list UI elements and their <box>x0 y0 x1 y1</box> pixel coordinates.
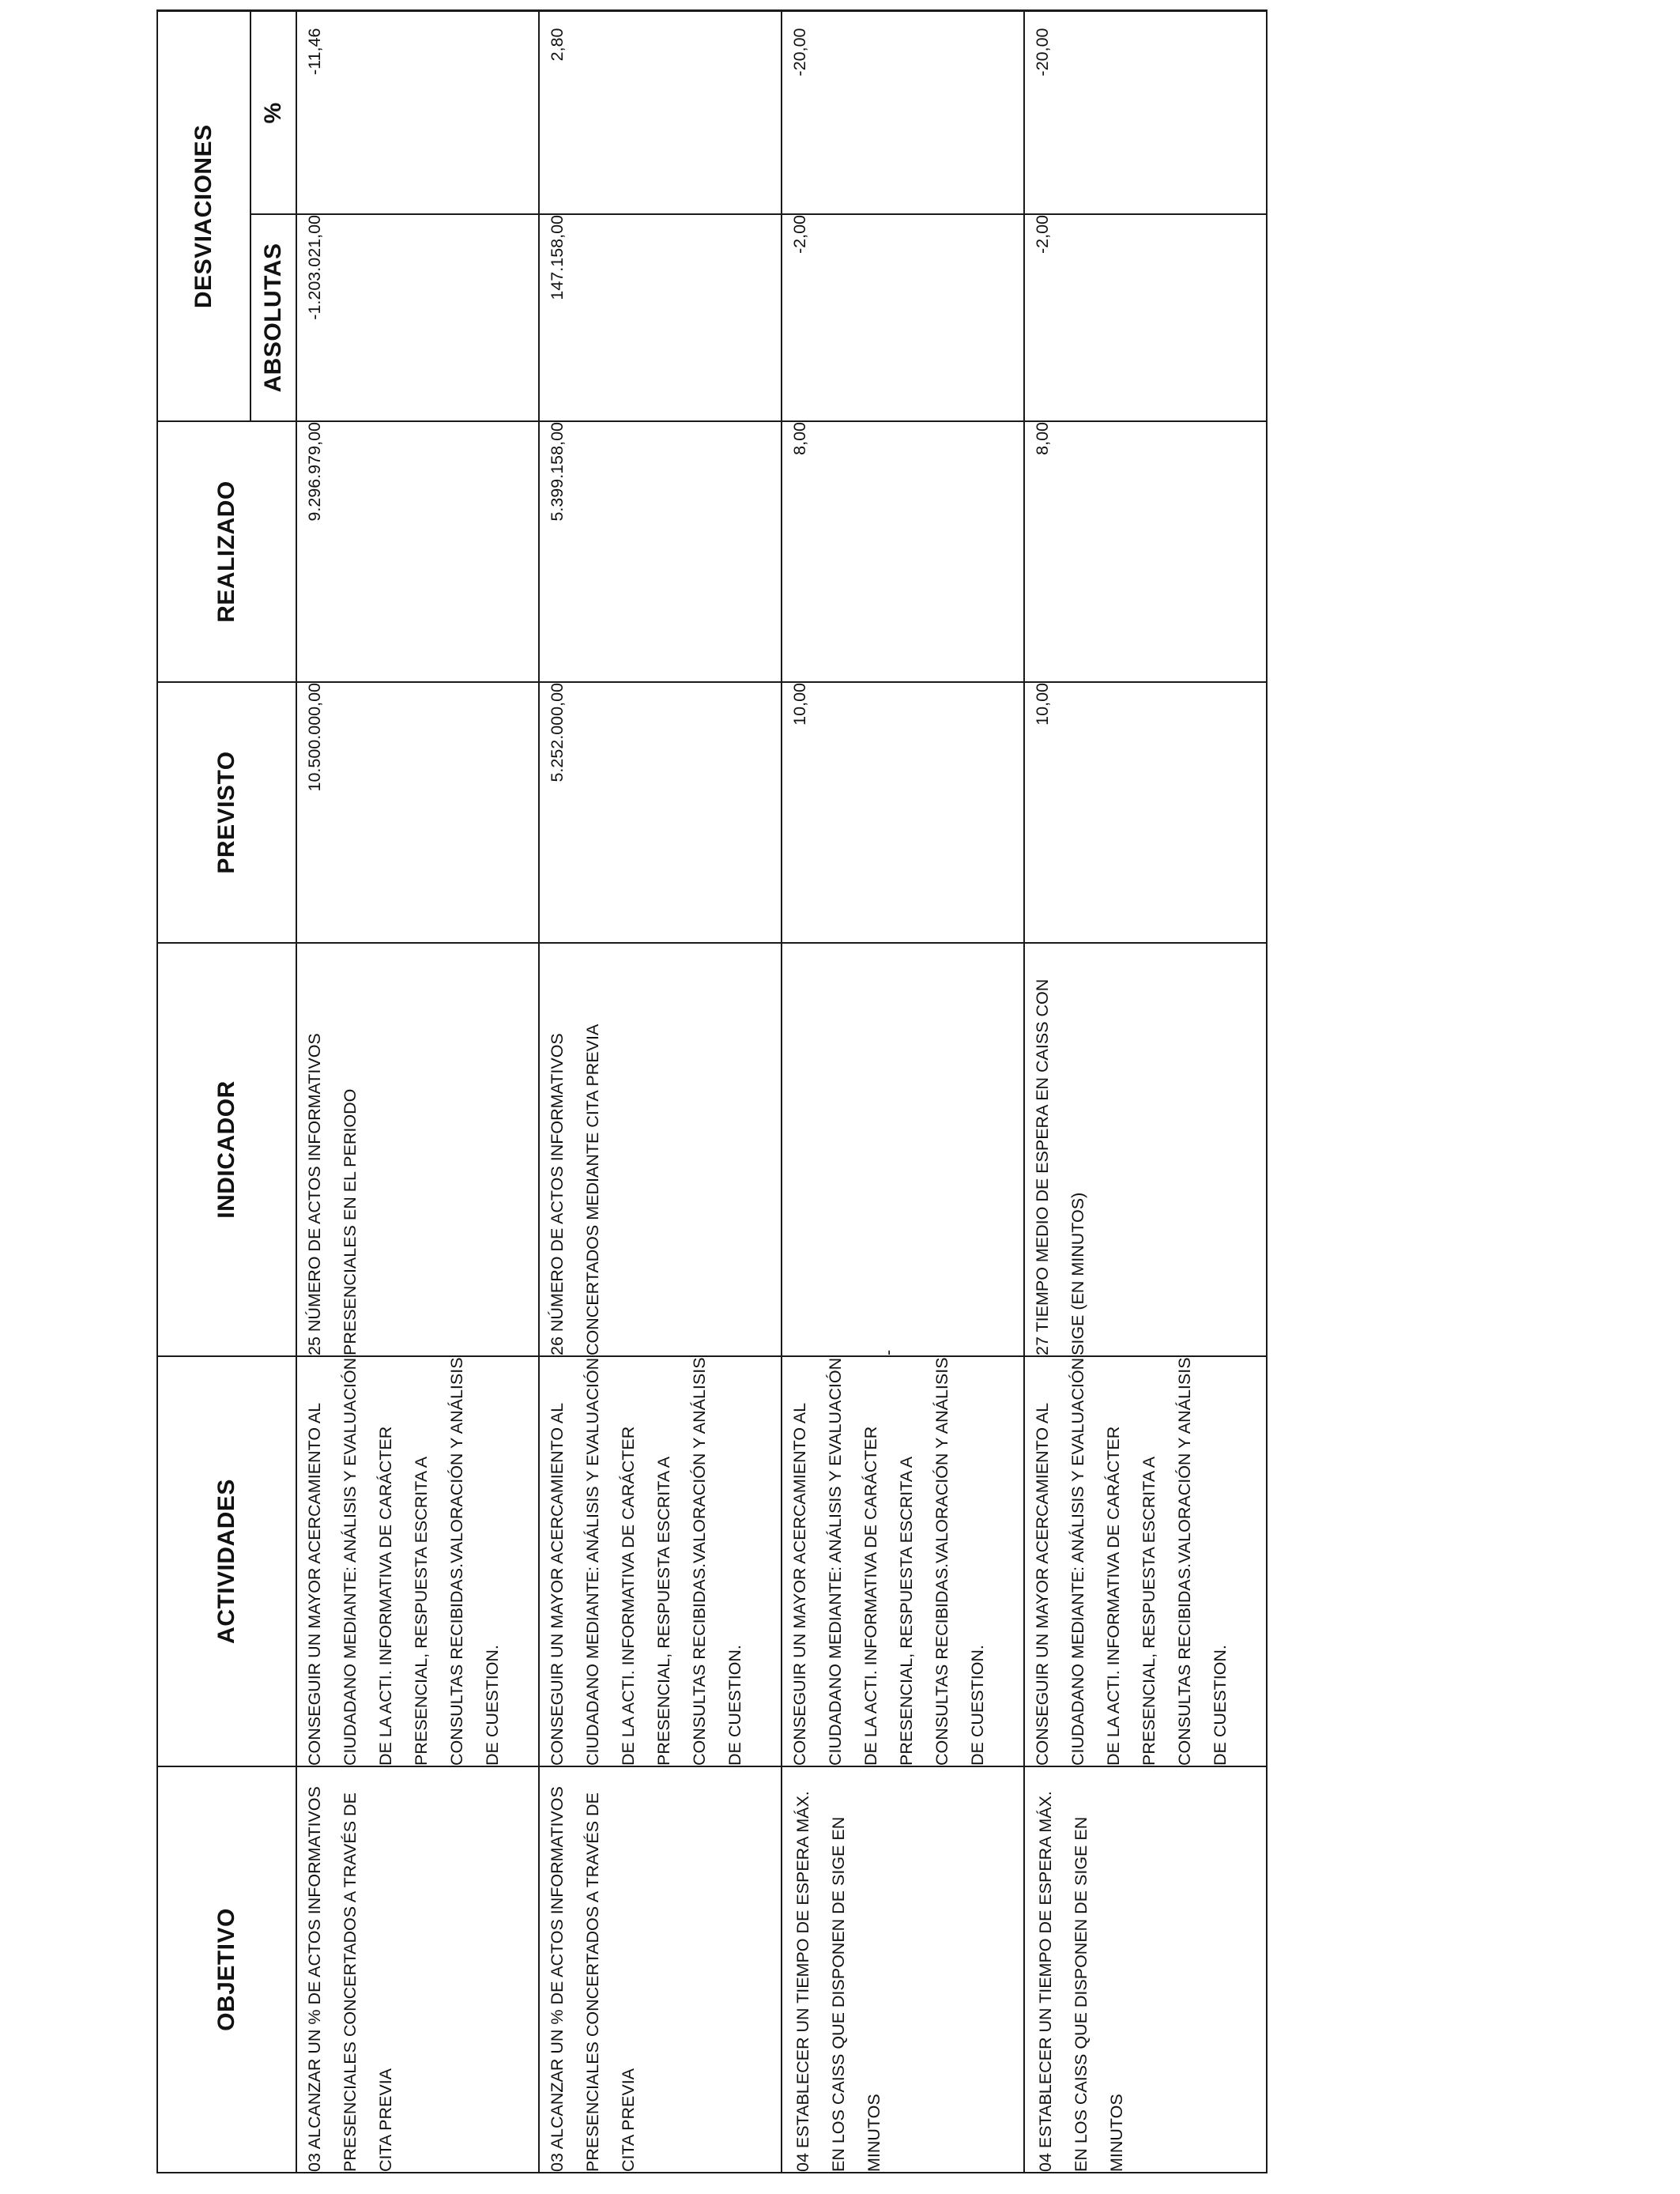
cell-previsto: 5.252.000,00 <box>539 682 782 943</box>
cell-previsto: 10,00 <box>1024 682 1267 943</box>
cell-indicador: 25 NÚMERO DE ACTOS INFORMATIVOS PRESENCIALES EN EL PERIODO <box>296 943 539 1356</box>
cell-indicador: 26 NÚMERO DE ACTOS INFORMATIVOS CONCERTADOS MEDIANTE CITA PREVIA <box>539 943 782 1356</box>
cell-objetivo: 04 ESTABLECER UN TIEMPO DE ESPERA MÁX. EN LOS CAISS QUE DISPONEN DE SIGE EN MINUTOS <box>1024 1766 1267 2173</box>
cell-absolutas: -1.203.021,00 <box>296 214 539 421</box>
cell-porcentaje: -20,00 <box>782 11 1024 214</box>
cell-indicador: - <box>782 943 1024 1356</box>
table-row <box>539 11 782 2173</box>
cell-realizado: 5.399.158,00 <box>539 421 782 682</box>
cell-absolutas: 147.158,00 <box>539 214 782 421</box>
deviations-report-table <box>156 10 1268 2174</box>
rotated-report-page <box>156 12 1267 2173</box>
header-objetivo: OBJETIVO <box>157 1766 296 2173</box>
cell-objetivo: 04 ESTABLECER UN TIEMPO DE ESPERA MÁX. EN LOS CAISS QUE DISPONEN DE SIGE EN MINUTOS <box>782 1766 1024 2173</box>
header-desviaciones: DESVIACIONES <box>157 11 250 421</box>
header-row-main <box>157 11 250 2173</box>
cell-previsto: 10,00 <box>782 682 1024 943</box>
cell-objetivo: 03 ALCANZAR UN % DE ACTOS INFORMATIVOS PRESENCIALES CONCERTADOS A TRAVÉS DE CITA PREVIA <box>539 1766 782 2173</box>
cell-porcentaje: -20,00 <box>1024 11 1267 214</box>
cell-realizado: 8,00 <box>1024 421 1267 682</box>
header-actividades: ACTIVIDADES <box>157 1356 296 1766</box>
table-row <box>1024 11 1267 2173</box>
cell-actividades: CONSEGUIR UN MAYOR ACERCAMIENTO AL CIUDADANO MEDIANTE: ANÁLISIS Y EVALUACIÓN DE LA ACTI. INFORMATIVA DE CARÁCTER PRESENCIAL, RESPUESTA ESCRITA A CONSULTAS RECIBIDAS.VALORACIÓN Y ANÁLISIS DE CUESTION. <box>539 1356 782 1766</box>
header-previsto: PREVISTO <box>157 682 296 943</box>
cell-realizado: 8,00 <box>782 421 1024 682</box>
cell-actividades: CONSEGUIR UN MAYOR ACERCAMIENTO AL CIUDADANO MEDIANTE: ANÁLISIS Y EVALUACIÓN DE LA ACTI. INFORMATIVA DE CARÁCTER PRESENCIAL, RESPUESTA ESCRITA A CONSULTAS RECIBIDAS.VALORACIÓN Y ANÁLISIS DE CUESTION. <box>782 1356 1024 1766</box>
header-porcentaje: % <box>250 11 296 214</box>
cell-indicador: 27 TIEMPO MEDIO DE ESPERA EN CAISS CON SIGE (EN MINUTOS) <box>1024 943 1267 1356</box>
header-absolutas: ABSOLUTAS <box>250 214 296 421</box>
header-indicador: INDICADOR <box>157 943 296 1356</box>
header-realizado: REALIZADO <box>157 421 296 682</box>
cell-actividades: CONSEGUIR UN MAYOR ACERCAMIENTO AL CIUDADANO MEDIANTE: ANÁLISIS Y EVALUACIÓN DE LA ACTI. INFORMATIVA DE CARÁCTER PRESENCIAL, RESPUESTA ESCRITA A CONSULTAS RECIBIDAS.VALORACIÓN Y ANÁLISIS DE CUESTION. <box>296 1356 539 1766</box>
cell-absolutas: -2,00 <box>1024 214 1267 421</box>
cell-porcentaje: 2,80 <box>539 11 782 214</box>
table-row <box>296 11 539 2173</box>
table-row <box>782 11 1024 2173</box>
cell-objetivo: 03 ALCANZAR UN % DE ACTOS INFORMATIVOS PRESENCIALES CONCERTADOS A TRAVÉS DE CITA PREVIA <box>296 1766 539 2173</box>
cell-porcentaje: -11,46 <box>296 11 539 214</box>
cell-absolutas: -2,00 <box>782 214 1024 421</box>
cell-realizado: 9.296.979,00 <box>296 421 539 682</box>
cell-actividades: CONSEGUIR UN MAYOR ACERCAMIENTO AL CIUDADANO MEDIANTE: ANÁLISIS Y EVALUACIÓN DE LA ACTI. INFORMATIVA DE CARÁCTER PRESENCIAL, RESPUESTA ESCRITA A CONSULTAS RECIBIDAS.VALORACIÓN Y ANÁLISIS DE CUESTION. <box>1024 1356 1267 1766</box>
cell-previsto: 10.500.000,00 <box>296 682 539 943</box>
